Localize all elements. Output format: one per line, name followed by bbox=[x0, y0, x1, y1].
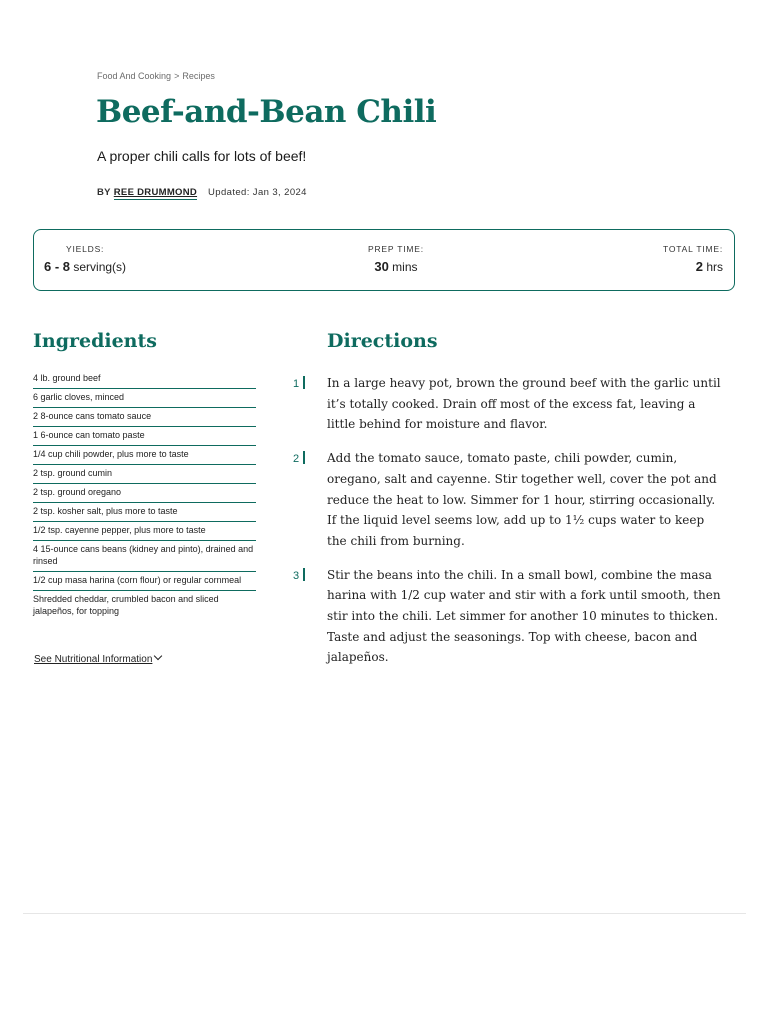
stat-total-time bbox=[663, 244, 723, 274]
byline bbox=[97, 187, 307, 198]
stat-prep-unit: mins bbox=[392, 260, 418, 274]
nutrition-info-link[interactable] bbox=[34, 654, 161, 665]
step-text: Add the tomato sauce, tomato paste, chili powder, cumin, oregano, salt and cayenne. Stir together well, cover the pot and reduce the heat to low. Simmer for 1 hour, stirring occasionally. If the liquid level seems low, add up to 1½ cups water to keep the chili from burning. bbox=[327, 451, 717, 548]
directions-list bbox=[293, 373, 723, 681]
direction-step bbox=[293, 373, 723, 435]
step-text: In a large heavy pot, brown the ground beef with the garlic until it’s totally cooked. Drain off most of the excess fat, leaving a little behind for moisture and flavor. bbox=[327, 376, 721, 432]
ingredient-item: 2 tsp. ground oregano bbox=[33, 484, 256, 503]
breadcrumb-separator: > bbox=[174, 71, 180, 81]
updated-date: Updated: Jan 3, 2024 bbox=[208, 187, 307, 198]
stat-prep-time bbox=[368, 244, 424, 274]
ingredient-item: 1/2 cup masa harina (corn flour) or regular cornmeal bbox=[33, 572, 256, 591]
stat-total-number: 2 bbox=[695, 259, 703, 274]
page-subtitle: A proper chili calls for lots of beef! bbox=[97, 148, 307, 164]
step-number: 2 bbox=[293, 449, 305, 470]
ingredient-item: Shredded cheddar, crumbled bacon and sliced jalapeños, for topping bbox=[33, 594, 219, 616]
stat-prep-number: 30 bbox=[374, 259, 389, 274]
stat-yields-number: 6 - 8 bbox=[44, 259, 71, 274]
ingredient-item: 2 8-ounce cans tomato sauce bbox=[33, 408, 256, 427]
stat-prep-value bbox=[368, 259, 424, 274]
step-text: Stir the beans into the chili. In a small bowl, combine the masa harina with 1/2 cup water and stir with a fork until smooth, then stir into the chili. Let simmer for another 10 minutes to thicken. Taste and adjust the seasonings. Top with cheese, bacon and jalapeños. bbox=[327, 567, 721, 665]
chevron-down-icon bbox=[154, 652, 162, 660]
breadcrumb-link-food-and-cooking[interactable]: Food And Cooking bbox=[97, 71, 172, 81]
ingredient-item: 2 tsp. kosher salt, plus more to taste bbox=[33, 503, 256, 522]
ingredient-item: 4 lb. ground beef bbox=[33, 370, 256, 389]
author-link[interactable]: REE DRUMMOND bbox=[113, 187, 198, 198]
byline-by: BY bbox=[97, 187, 111, 198]
ingredients-list bbox=[33, 370, 256, 621]
step-number: 1 bbox=[293, 374, 305, 395]
recipe-stats bbox=[33, 229, 735, 291]
stat-yields bbox=[44, 244, 126, 274]
ingredient-item: 6 garlic cloves, minced bbox=[33, 389, 256, 408]
ingredient-item: 2 tsp. ground cumin bbox=[33, 465, 256, 484]
directions-heading: Directions bbox=[327, 330, 438, 352]
stat-total-label: TOTAL TIME: bbox=[663, 244, 723, 254]
direction-step bbox=[293, 565, 723, 669]
footer-divider bbox=[23, 913, 746, 914]
ingredient-item: 1/2 tsp. cayenne pepper, plus more to taste bbox=[33, 522, 256, 541]
stat-yields-unit: serving(s) bbox=[73, 260, 127, 274]
ingredient-item: 1/4 cup chili powder, plus more to taste bbox=[33, 446, 256, 465]
ingredients-heading: Ingredients bbox=[33, 330, 157, 352]
stat-yields-value bbox=[44, 259, 126, 274]
nutrition-info-label: See Nutritional Information bbox=[34, 654, 153, 665]
stat-total-value bbox=[663, 259, 723, 274]
step-number: 3 bbox=[293, 566, 305, 587]
stat-yields-label: YIELDS: bbox=[66, 244, 105, 254]
stat-prep-label: PREP TIME: bbox=[368, 244, 424, 254]
direction-step bbox=[293, 448, 723, 552]
breadcrumb-link-recipes[interactable]: Recipes bbox=[182, 71, 215, 81]
stat-total-unit: hrs bbox=[706, 260, 723, 274]
ingredient-item: 1 6-ounce can tomato paste bbox=[33, 427, 256, 446]
page-title: Beef-and-Bean Chili bbox=[96, 94, 437, 130]
breadcrumb bbox=[97, 71, 215, 81]
ingredient-item: 4 15-ounce cans beans (kidney and pinto), drained and rinsed bbox=[33, 541, 256, 572]
